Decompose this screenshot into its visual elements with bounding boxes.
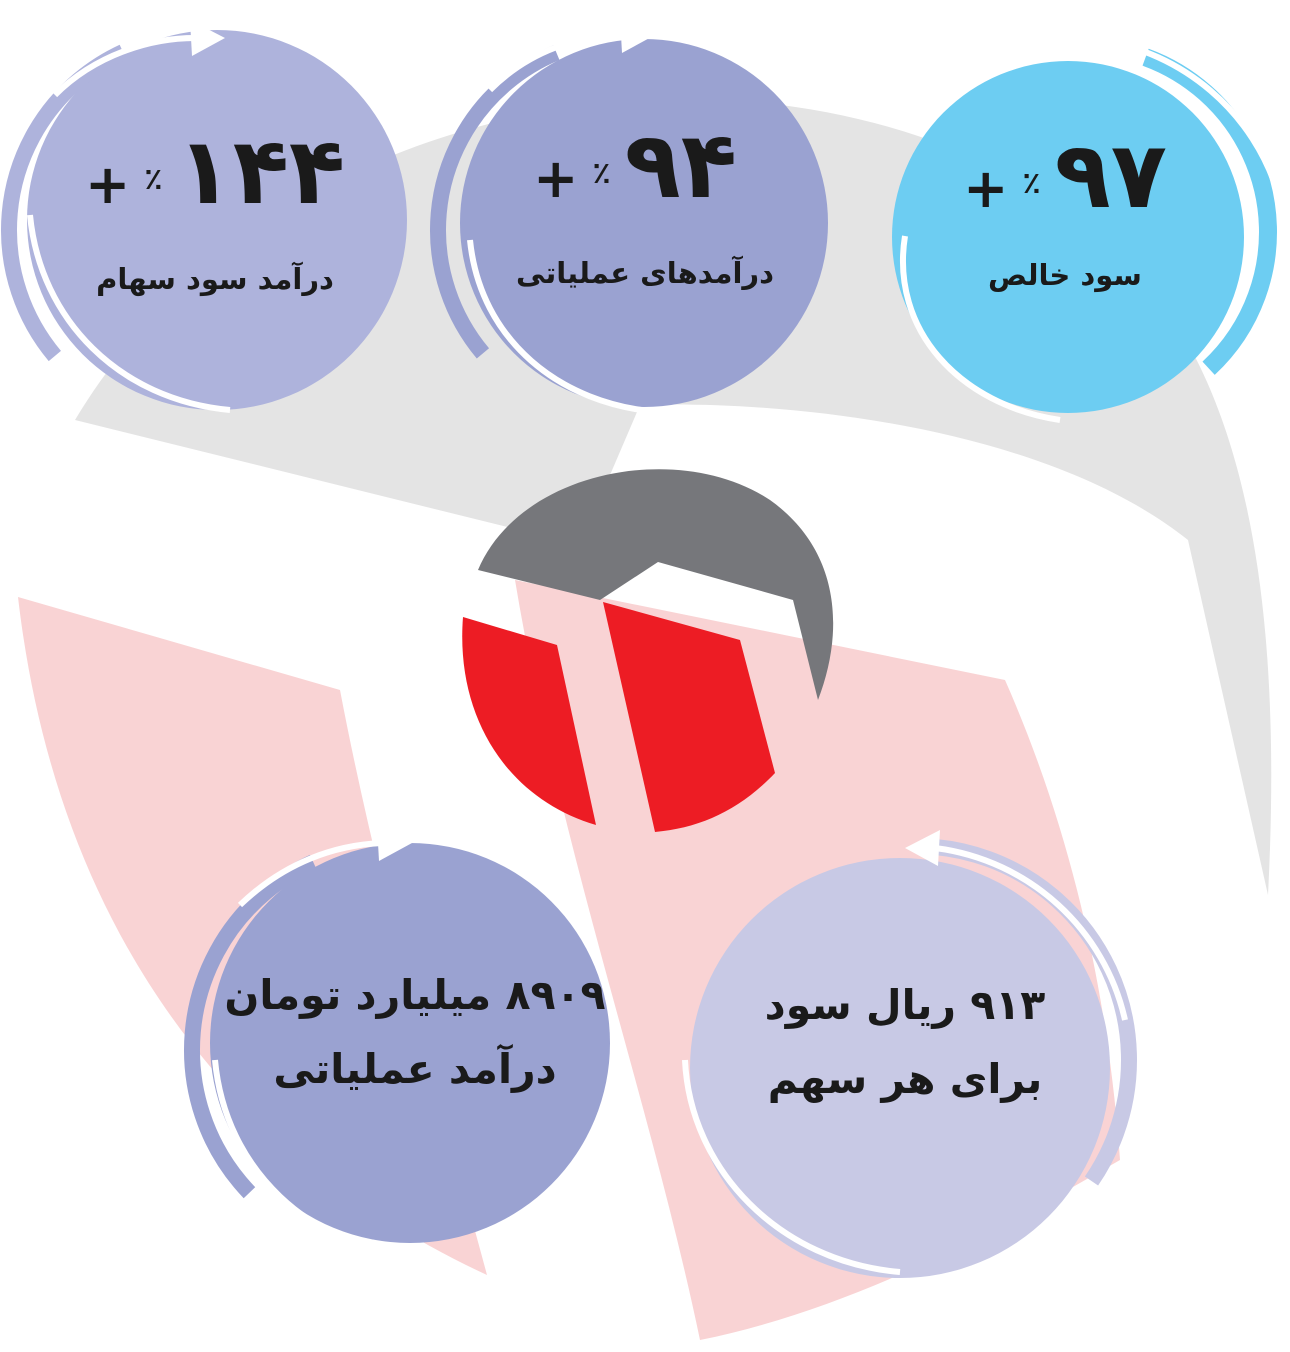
operating-revenue-amount-line2: درآمد عملیاتی <box>273 1045 557 1093</box>
stat-dividend-income-row <box>40 118 390 225</box>
plus-sign: + <box>963 157 1009 220</box>
stat-label-operating-revenues: درآمدهای عملیاتی <box>516 256 774 290</box>
stat-operating-revenues-row <box>470 112 800 219</box>
percent-sign: ٪ <box>592 156 611 191</box>
plus-sign: + <box>533 147 579 210</box>
plus-sign: + <box>84 153 131 216</box>
earnings-per-share-line1: ۹۱۳ ریال سود <box>764 981 1046 1029</box>
stat-label-net-profit: سود خالص <box>988 258 1142 292</box>
stat-label-dividend-income: درآمد سود سهام <box>96 262 334 296</box>
stat-value: ۹۴ <box>624 112 737 219</box>
earnings-per-share-line2: برای هر سهم <box>767 1055 1043 1103</box>
earnings-per-share-text <box>725 968 1085 1116</box>
operating-revenue-amount-line1: ۸۹۰۹ میلیارد تومان <box>224 971 606 1019</box>
curved-arrow-icon <box>1085 22 1120 58</box>
stat-net-profit-row <box>915 122 1215 229</box>
stat-value: ۹۷ <box>1054 122 1167 229</box>
percent-sign: ٪ <box>144 162 163 197</box>
stat-value: ۱۴۴ <box>176 118 346 225</box>
percent-sign: ٪ <box>1022 166 1041 201</box>
operating-revenue-amount-text <box>215 958 615 1106</box>
